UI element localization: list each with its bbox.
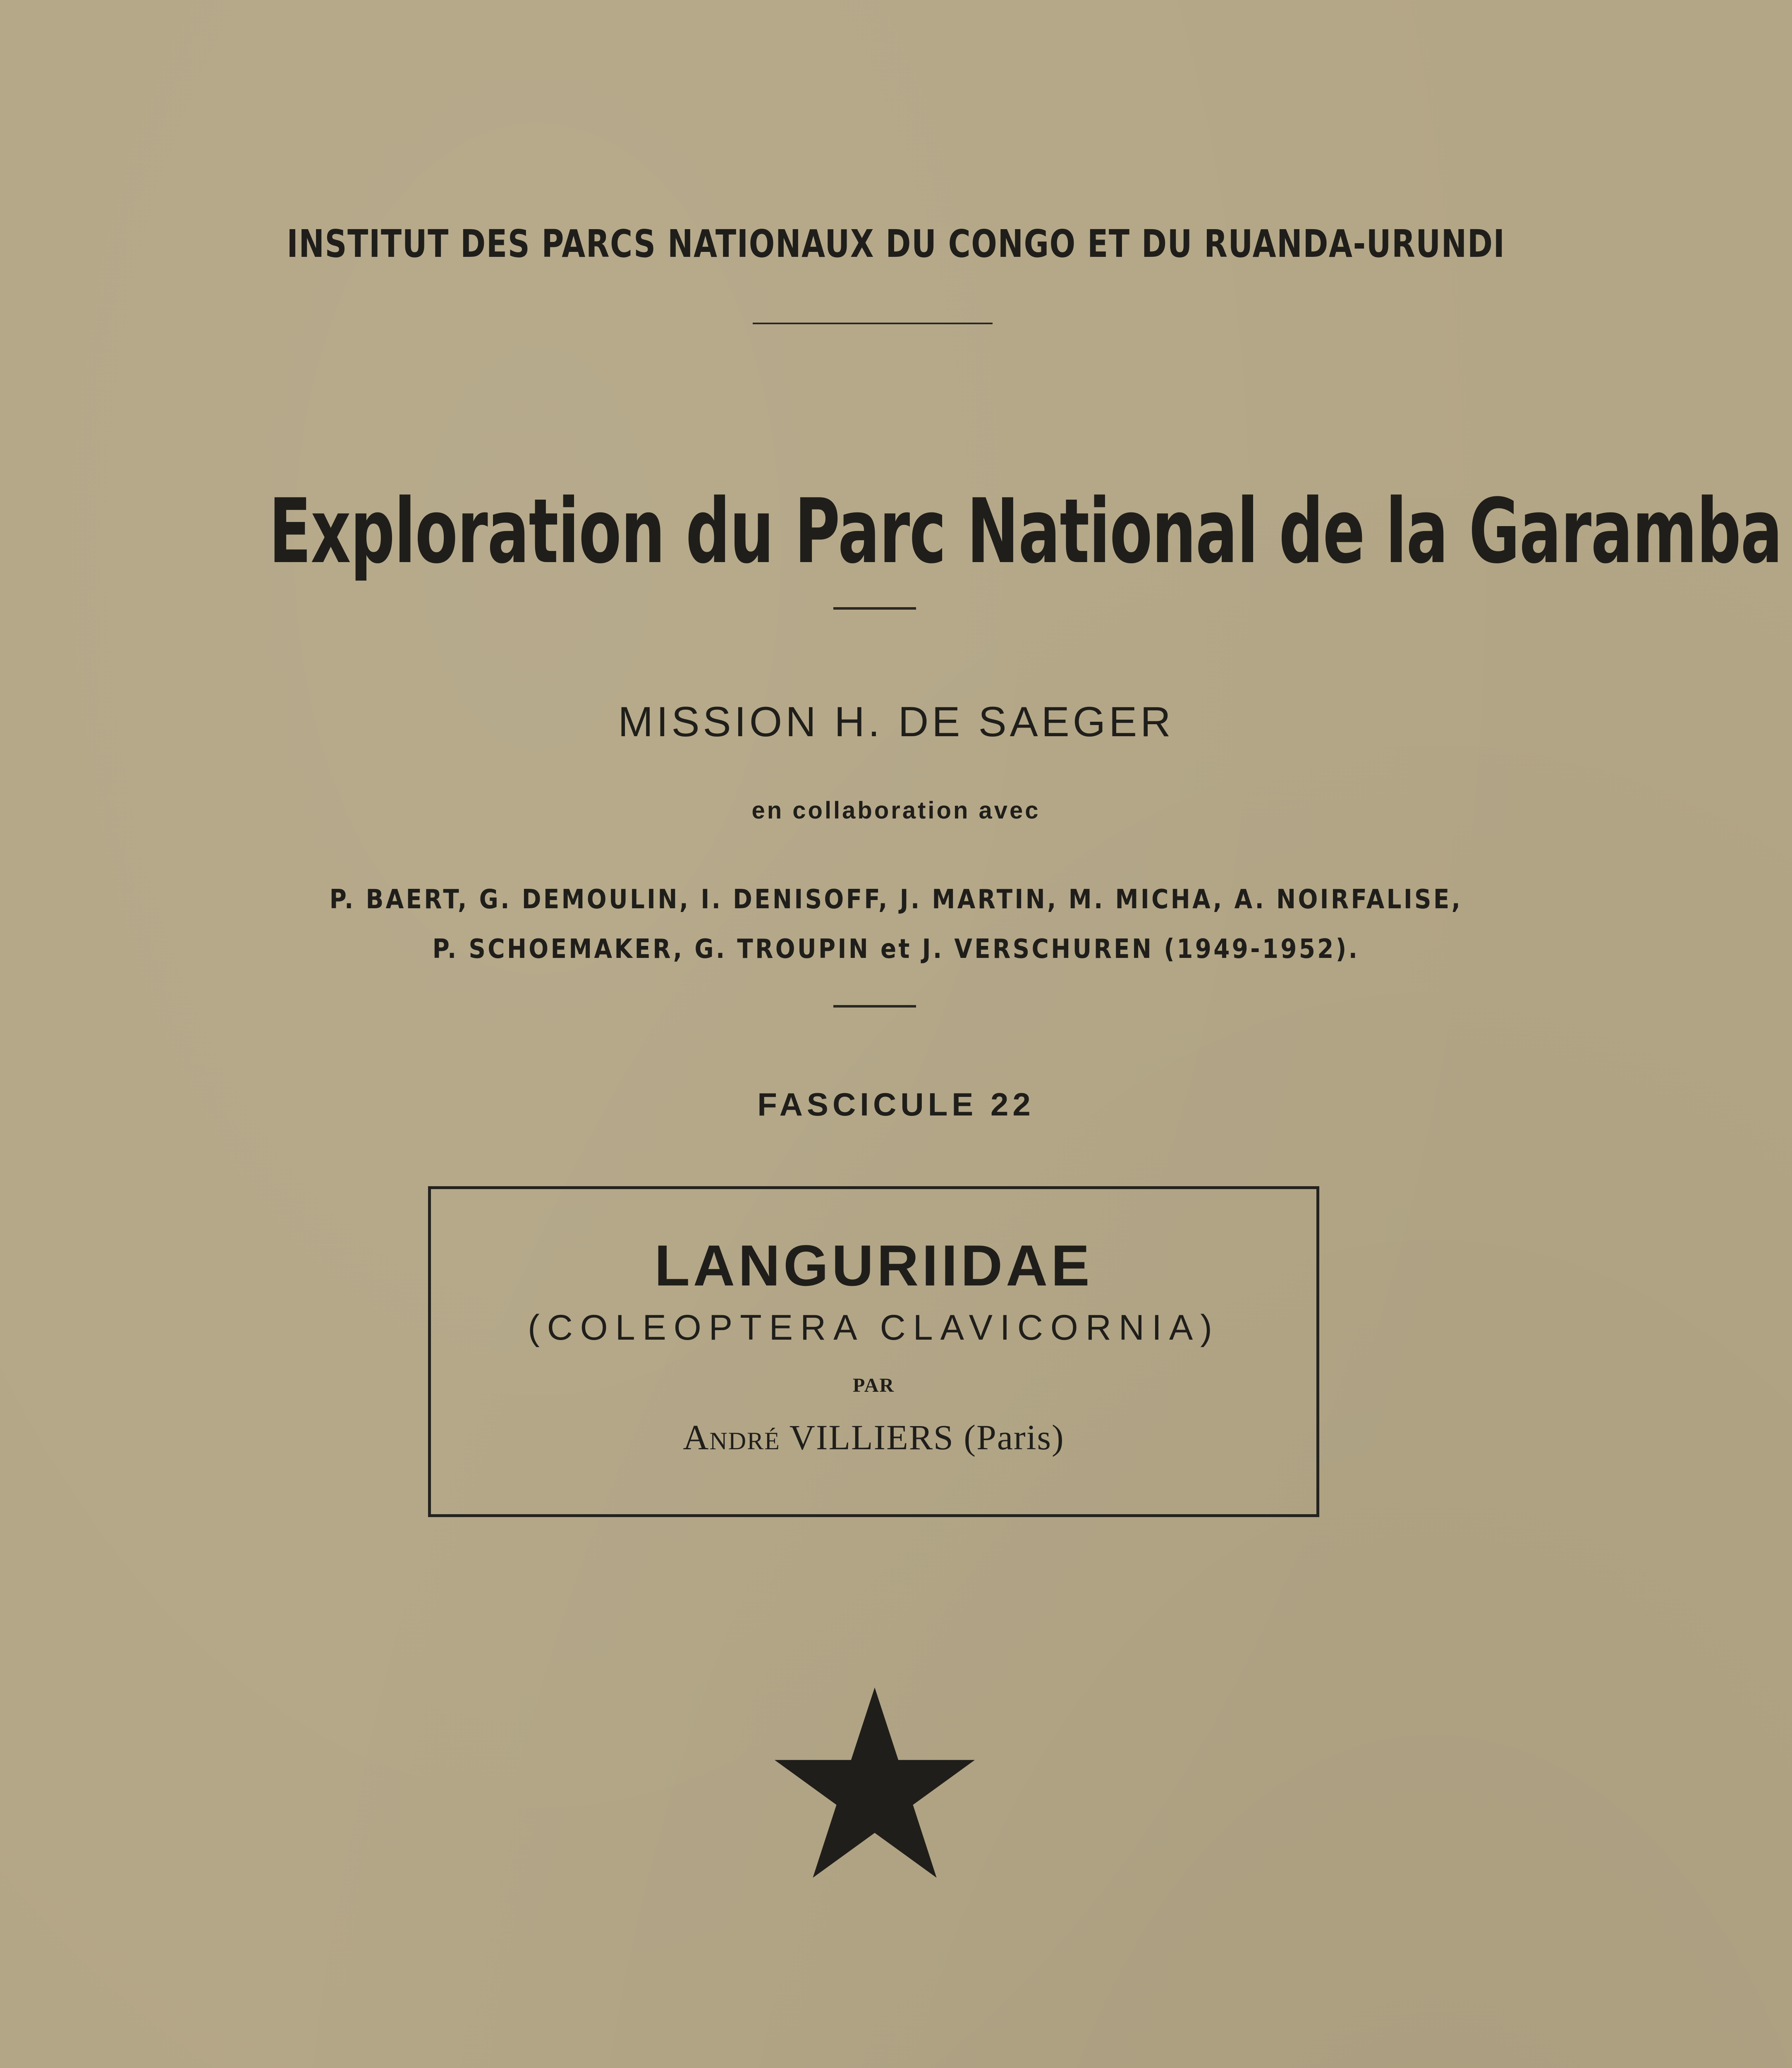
institute-heading: INSTITUT DES PARCS NATIONAUX DU CONGO ET DU RUANDA-URUNDI bbox=[287, 222, 1505, 266]
collaborators-line-2: P. SCHOEMAKER, G. TROUPIN et J. VERSCHUREN (1949-1952). bbox=[432, 934, 1360, 965]
series-title: Exploration du Parc National de la Garamba bbox=[268, 479, 1782, 583]
divider-rule bbox=[833, 1005, 916, 1008]
collaboration-label: en collaboration avec bbox=[751, 797, 1041, 824]
collaborators-line-1: P. BAERT, G. DEMOULIN, I. DENISOFF, J. MARTIN, M. MICHA, A. NOIRFALISE, bbox=[329, 884, 1463, 915]
author-line bbox=[431, 1415, 1316, 1460]
order-name: (COLEOPTERA CLAVICORNIA) bbox=[528, 1308, 1220, 1348]
star-shape bbox=[775, 1687, 975, 1878]
family-name: LANGURIIDAE bbox=[654, 1233, 1093, 1298]
divider-rule bbox=[833, 607, 916, 610]
work-title-box bbox=[428, 1186, 1319, 1517]
star-icon bbox=[769, 1687, 980, 1878]
mission-heading: MISSION H. DE SAEGER bbox=[618, 698, 1174, 745]
by-label: PAR bbox=[852, 1374, 895, 1396]
author-last-name: VILLIERS (Paris) bbox=[789, 1417, 1065, 1457]
divider-rule bbox=[753, 323, 993, 324]
fascicule-number: FASCICULE 22 bbox=[757, 1086, 1035, 1123]
author-first-name: André bbox=[683, 1417, 780, 1457]
